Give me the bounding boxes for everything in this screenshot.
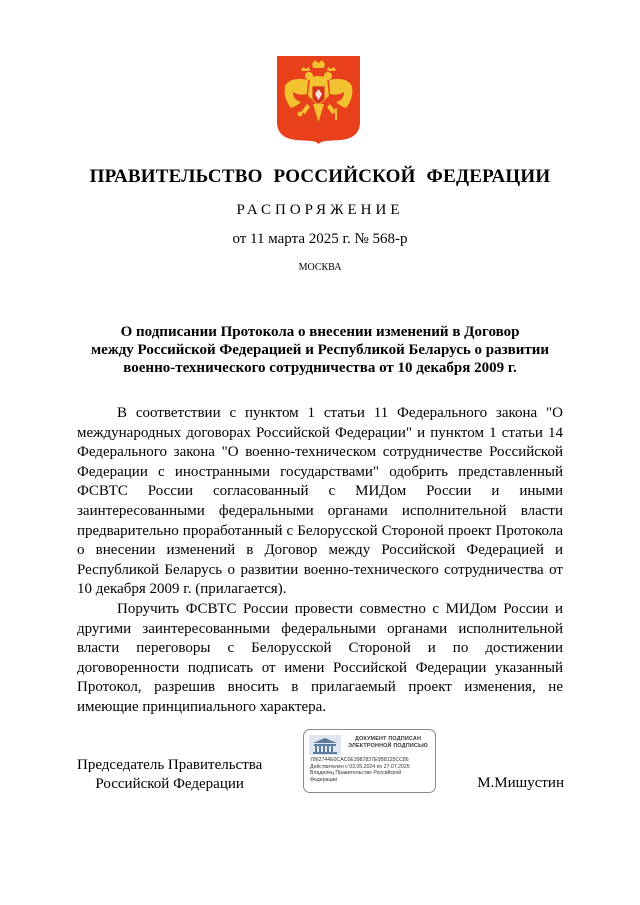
document-body xyxy=(77,404,563,718)
signatory-position xyxy=(77,756,262,794)
signatory-position-line: Председатель Правительства xyxy=(77,757,263,773)
stamp-certificate: 7862744E0CAC0E3987837E0B8125CC86 xyxy=(310,757,409,763)
stamp-owner: Владелец Правительство Российской xyxy=(310,770,402,777)
document-type: РАСПОРЯЖЕНИЕ xyxy=(236,202,404,218)
coat-of-arms-emblem xyxy=(277,56,360,144)
government-building-icon xyxy=(309,735,341,755)
signatory-position-line: Российской Федерации xyxy=(95,776,244,792)
subject-line: между Российской Федерацией и Республикой Беларусь о развитии xyxy=(90,342,550,358)
government-title: ПРАВИТЕЛЬСТВО РОССИЙСКОЙ ФЕДЕРАЦИИ xyxy=(89,166,551,187)
stamp-validity: Действителен с 03.05.2024 по 27.07.2025 xyxy=(310,763,410,770)
body-paragraph: В соответствии с пунктом 1 статьи 11 Федерального закона "О международных договорах Российской Федерации" и пунктом 1 статьи 14 Федерального закона "О военно-техническом сотрудничестве Российской Федерации с иностранными государствами" одобрить представленный ФСВТС России согласованный с МИДом России и иными заинтересованными федеральными органами исполнительной власти предварительно проработанный с Белорусской Стороной проект Протокола о внесении изменений в Договор между Российской Федерацией и Республикой Беларусь о развитии военно-технического сотрудничества от 10 декабря 2009 г. (прилагается). xyxy=(77,405,563,598)
electronic-signature-stamp xyxy=(303,729,436,793)
stamp-title-line: ЭЛЕКТРОННОЙ ПОДПИСЬЮ xyxy=(348,743,428,749)
city-label: МОСКВА xyxy=(298,262,342,273)
stamp-title-line: ДОКУМЕНТ ПОДПИСАН xyxy=(354,736,422,742)
subject-line: О подписании Протокола о внесении изменений в Договор xyxy=(120,324,520,340)
body-paragraph: Поручить ФСВТС России провести совместно с МИДом России и другими заинтересованными федеральными органами исполнительной власти переговоры с Белорусской Стороной и по достижении договоренности подписать от имени Российской Федерации указанный Протокол, разрешив вносить в прилагаемый проект изменения, не имеющие принципиального характера. xyxy=(77,600,563,715)
subject-line: военно-технического сотрудничества от 10 декабря 2009 г. xyxy=(123,360,517,376)
document-date-number: от 11 марта 2025 г. № 568-р xyxy=(232,231,408,247)
stamp-owner: Федерации xyxy=(310,776,338,783)
stamp-title xyxy=(342,736,434,750)
document-subject xyxy=(70,323,570,377)
signatory-name: М.Мишустин xyxy=(477,775,564,791)
stamp-details xyxy=(310,757,434,783)
